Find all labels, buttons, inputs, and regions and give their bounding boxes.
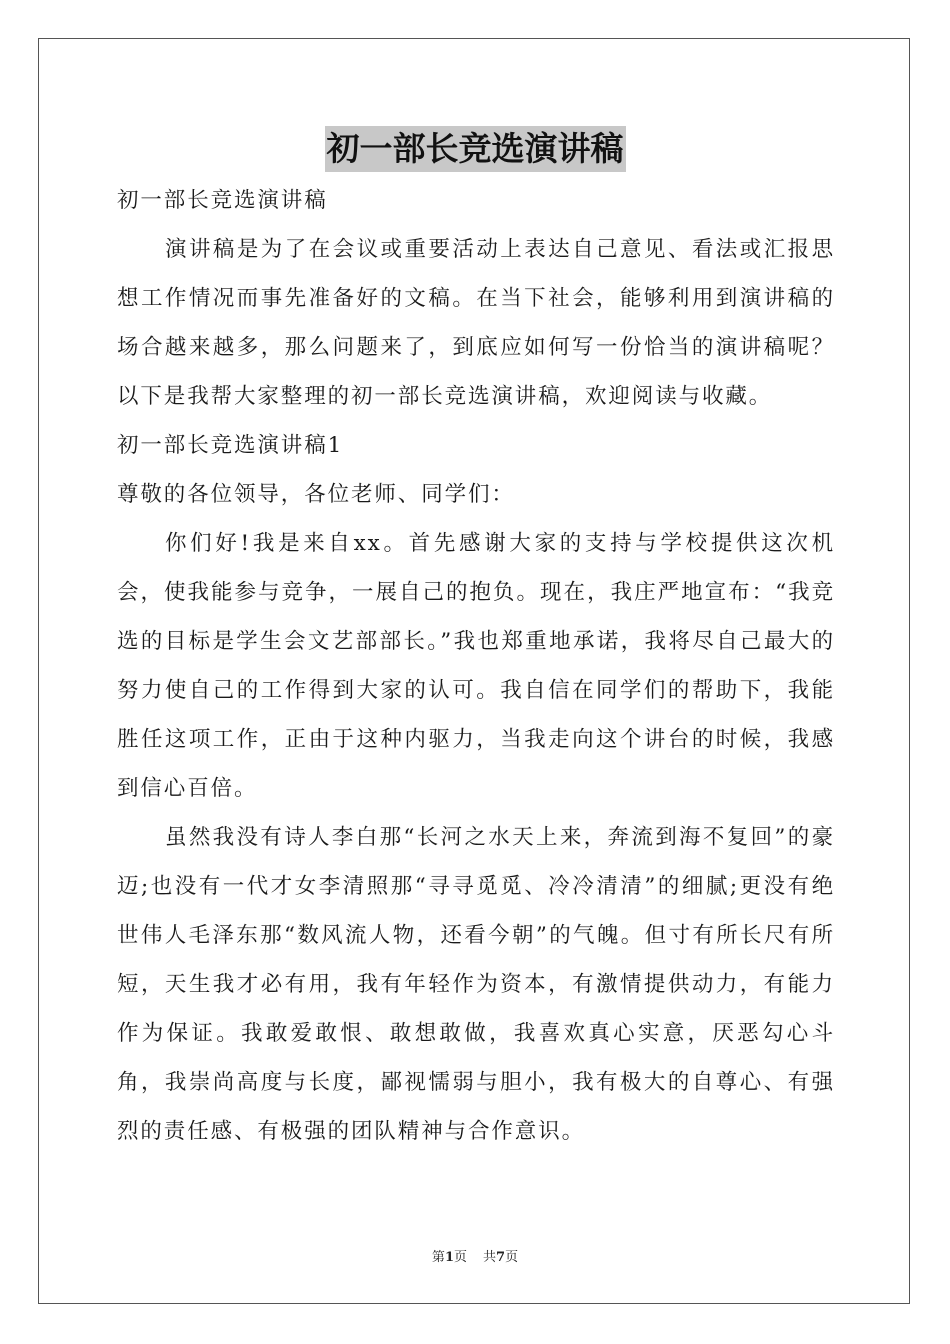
salutation: 尊敬的各位领导，各位老师、同学们： bbox=[117, 482, 515, 507]
document-body bbox=[117, 176, 835, 1156]
intro-paragraph: 演讲稿是为了在会议或重要活动上表达自己意见、看法或汇报思想工作情况而事先准备好的文稿。在当下社会，能够利用到演讲稿的场合越来越多，那么问题来了，到底应如何写一份恰当的演讲稿呢？以下是我帮大家整理的初一部长竞选演讲稿，欢迎阅读与收藏。 bbox=[117, 237, 835, 409]
page-footer bbox=[0, 1246, 950, 1265]
total-suffix: 页 bbox=[505, 1250, 519, 1265]
speech-paragraph-2: 虽然我没有诗人李白那“长河之水天上来，奔流到海不复回”的豪迈;也没有一代才女李清照那“寻寻觅觅、冷冷清清”的细腻;更没有绝世伟人毛泽东那“数风流人物，还看今朝”的气魄。但寸有所长尺有所短，天生我才必有用，我有年轻作为资本，有激情提供动力，有能力作为保证。我敢爱敢恨、敢想敢做，我喜欢真心实意，厌恶勾心斗角，我崇尚高度与长度，鄙视懦弱与胆小，我有极大的自尊心、有强烈的责任感、有极强的团队精神与合作意识。 bbox=[117, 825, 835, 1144]
speech-paragraph-1: 你们好!我是来自xx。首先感谢大家的支持与学校提供这次机会，使我能参与竞争，一展自己的抱负。现在，我庄严地宣布：“我竞选的目标是学生会文艺部部长。”我也郑重地承诺，我将尽自己最大的努力使自己的工作得到大家的认可。我自信在同学们的帮助下，我能胜任这项工作，正由于这种内驱力，当我走向这个讲台的时候，我感到信心百倍。 bbox=[117, 531, 835, 801]
document-subtitle: 初一部长竞选演讲稿 bbox=[117, 188, 328, 213]
page-suffix: 页 bbox=[453, 1250, 467, 1265]
total-pages: 7 bbox=[496, 1250, 506, 1265]
page-prefix: 第 bbox=[431, 1250, 445, 1265]
title-container bbox=[0, 126, 950, 172]
total-prefix: 共 bbox=[483, 1250, 497, 1265]
section-heading: 初一部长竞选演讲稿1 bbox=[117, 433, 344, 458]
page-number: 1 bbox=[444, 1250, 454, 1265]
document-title: 初一部长竞选演讲稿 bbox=[325, 126, 626, 172]
